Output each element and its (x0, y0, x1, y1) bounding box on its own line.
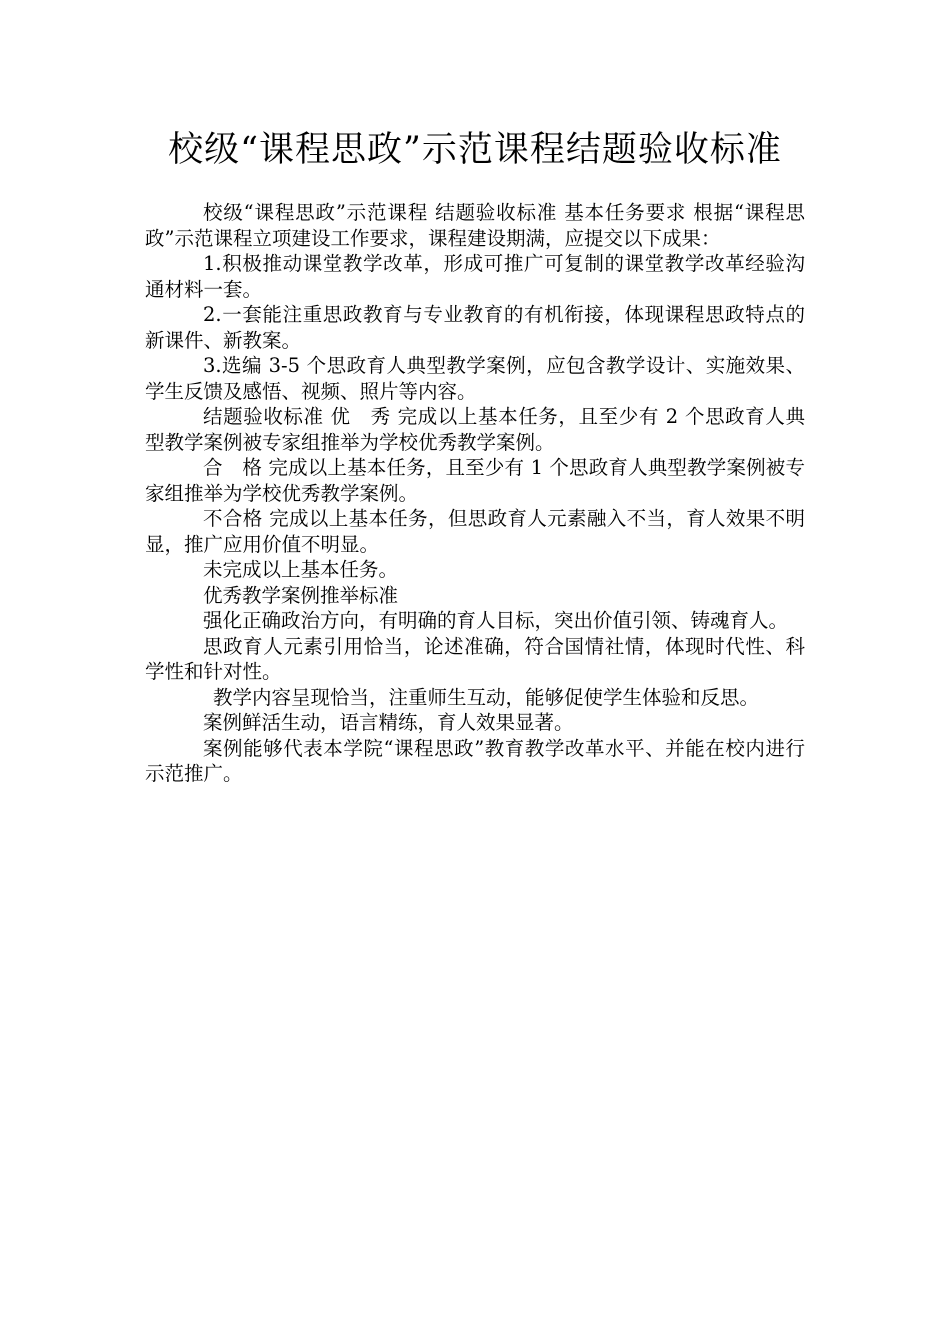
document-title: 校级“课程思政”示范课程结题验收标准 (168, 130, 782, 170)
paragraph-criterion-1: 强化正确政治方向，有明确的育人目标，突出价值引领、铸魂育人。 (203, 609, 789, 632)
paragraph-criterion-5: 案例能够代表本学院“课程思政”教育教学改革水平、并能在校内进行示范推广。 (145, 736, 805, 785)
paragraph-criterion-3: 教学内容呈现恰当，注重师生互动，能够促使学生体验和反思。 (213, 685, 760, 709)
paragraph-case-standard-heading: 优秀教学案例推举标准 (203, 583, 399, 607)
document-body (145, 200, 805, 787)
paragraph-qualified: 合 格 完成以上基本任务，且至少有 1 个思政育人典型教学案例被专家组推举为学校优秀教学案例。 (145, 456, 805, 505)
paragraph-criterion-4: 案例鲜活生动，语言精练，育人效果显著。 (203, 711, 574, 734)
paragraph-item-2: 2.一套能注重思政教育与专业教育的有机衔接，体现课程思政特点的新课件、新教案。 (145, 303, 805, 352)
paragraph-incomplete: 未完成以上基本任务。 (203, 558, 399, 581)
paragraph-excellent: 结题验收标准 优 秀 完成以上基本任务，且至少有 2 个思政育人典型教学案例被专家组推举为学校优秀教学案例。 (145, 405, 805, 454)
paragraph-item-3: 3.选编 3-5 个思政育人典型教学案例，应包含教学设计、实施效果、学生反馈及感悟、视频、照片等内容。 (145, 354, 805, 403)
paragraph-intro: 校级“课程思政”示范课程 结题验收标准 基本任务要求 根据“课程思政”示范课程立项建设工作要求，课程建设期满，应提交以下成果： (145, 201, 805, 250)
paragraph-criterion-2: 思政育人元素引用恰当，论述准确，符合国情社情，体现时代性、科学性和针对性。 (145, 634, 805, 683)
paragraph-item-1: 1.积极推动课堂教学改革，形成可推广可复制的课堂教学改革经验沟通材料一套。 (145, 252, 805, 301)
paragraph-unqualified: 不合格 完成以上基本任务，但思政育人元素融入不当，育人效果不明显，推广应用价值不明显。 (145, 507, 805, 556)
